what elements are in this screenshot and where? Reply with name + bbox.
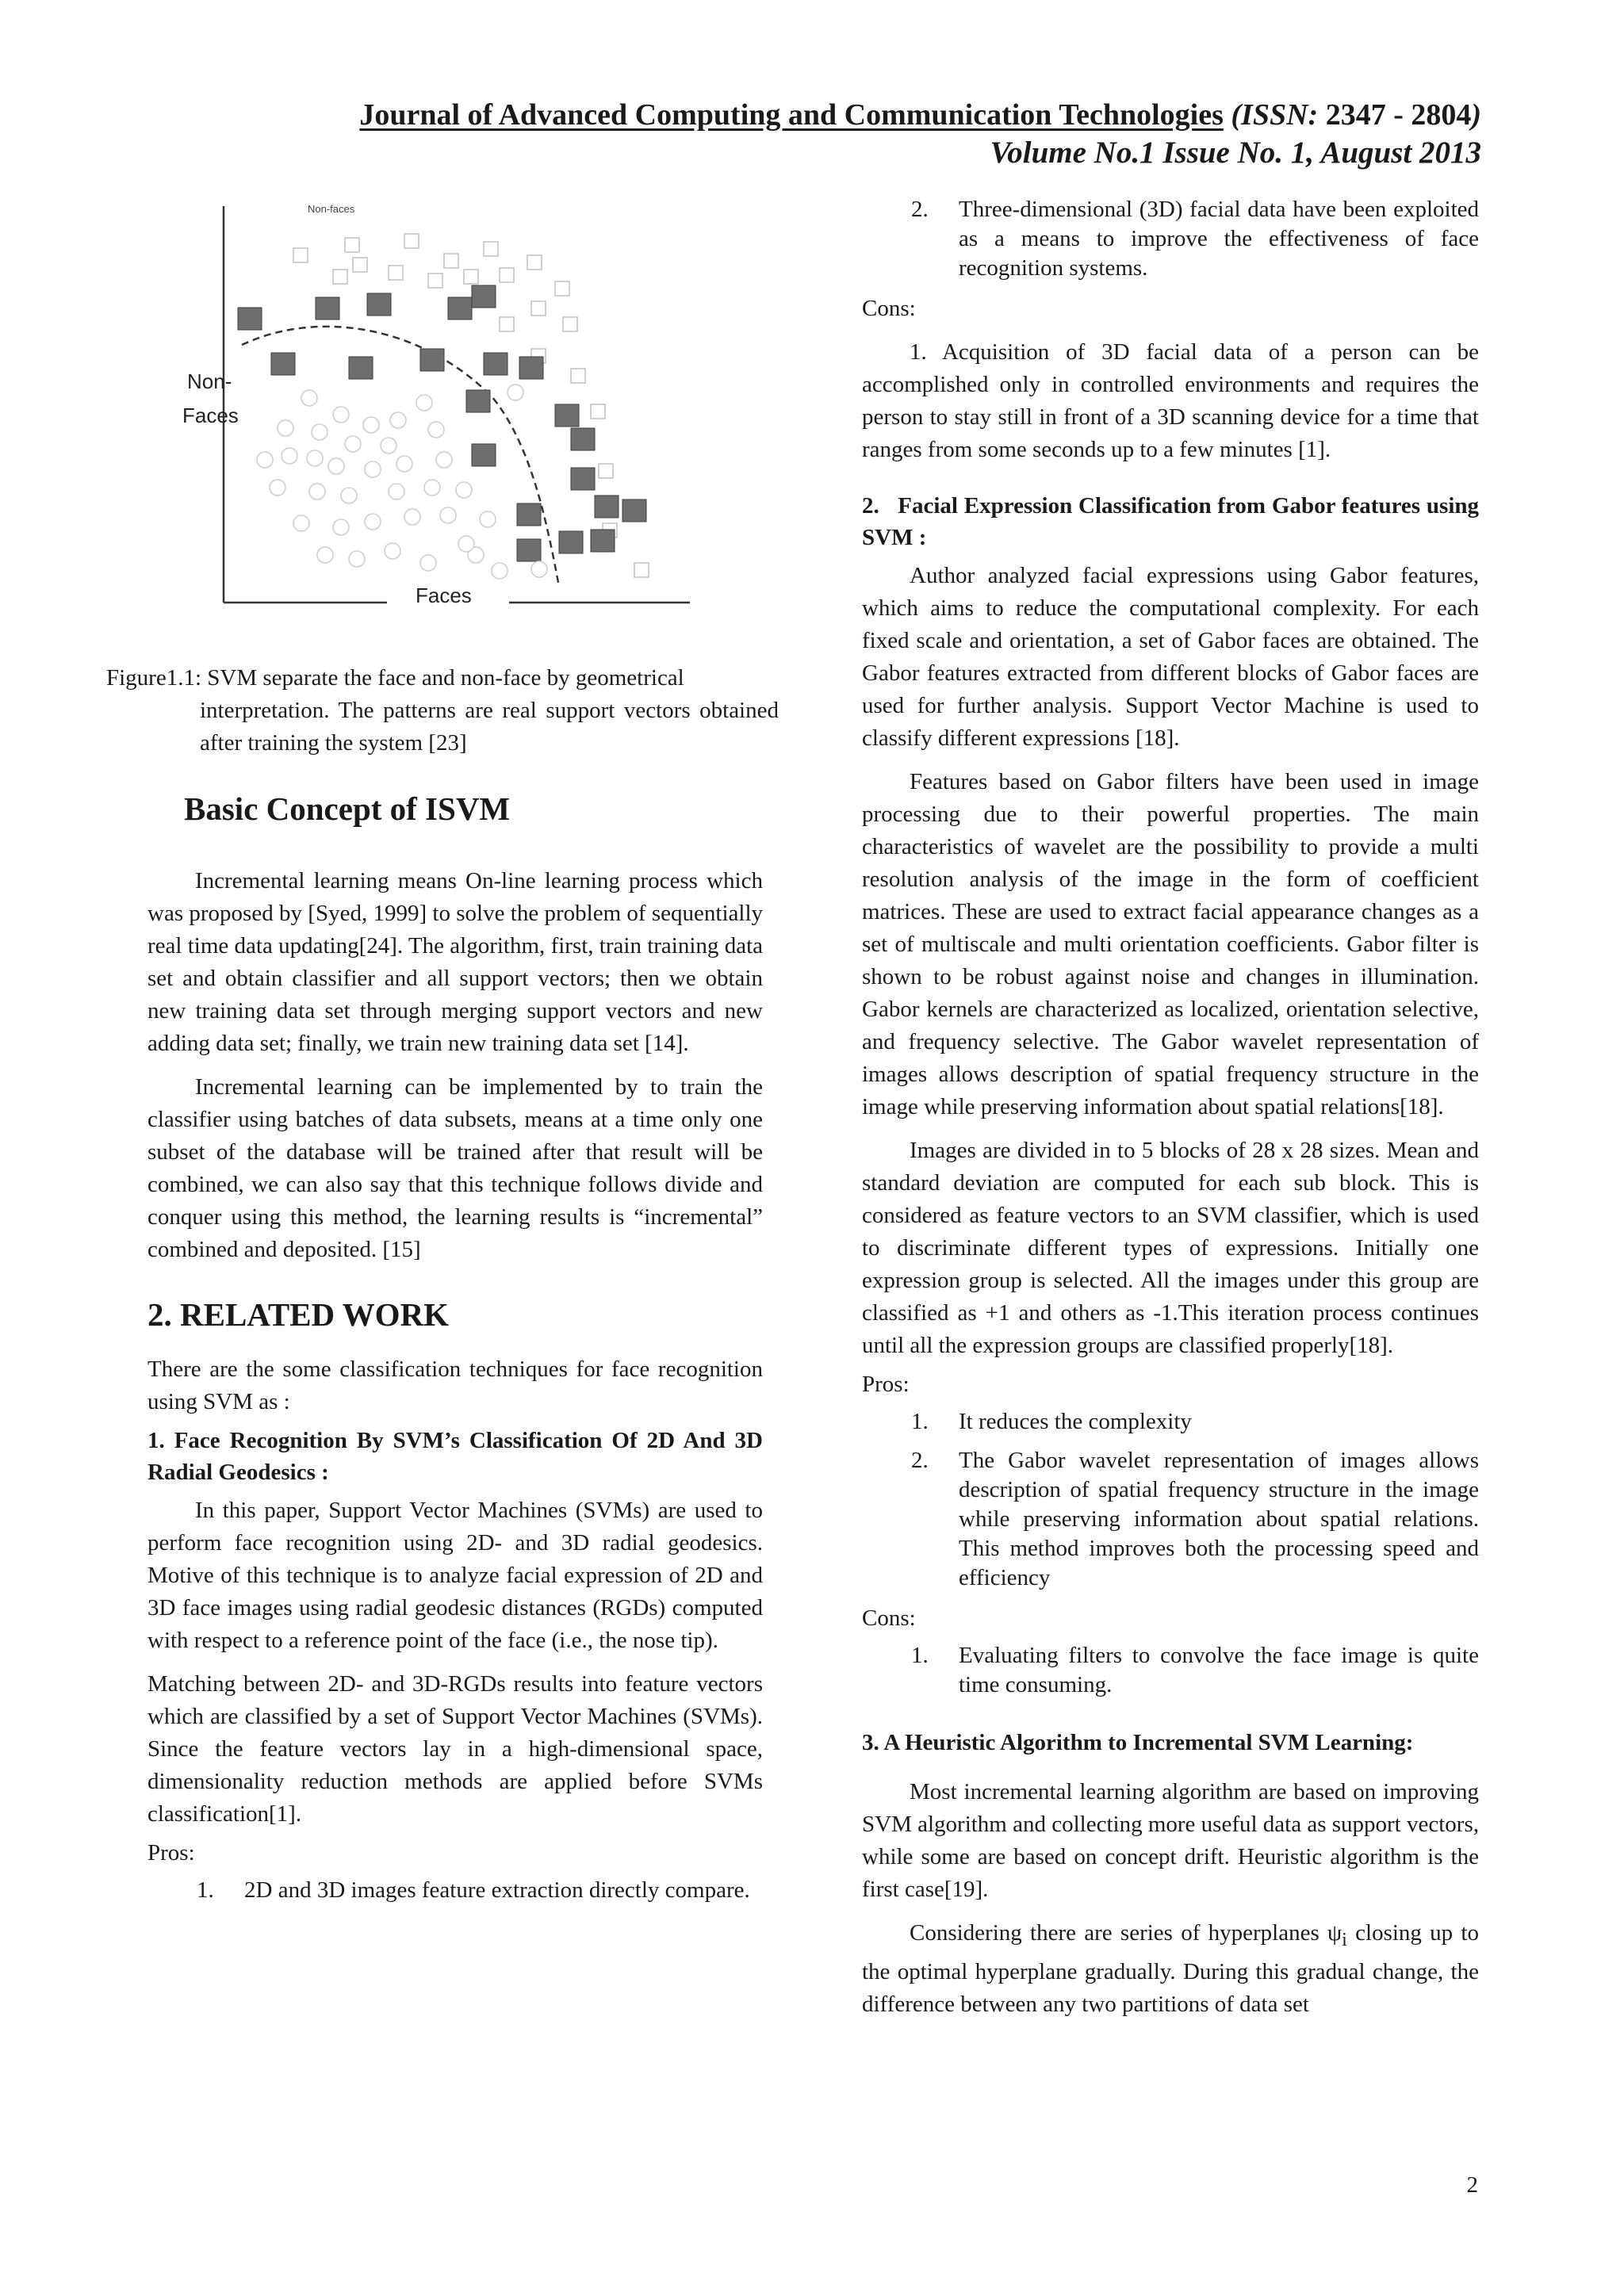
cons-label-2: Cons: [862, 1605, 916, 1631]
nonfaces-top-label: Non-faces [308, 203, 355, 215]
issn-close: ) [1471, 98, 1481, 132]
faces-bottom-label: Faces [416, 584, 472, 607]
issn-value: 2347 - 2804 [1318, 98, 1472, 132]
para-heuristic-1: Most incremental learning algorithm are based on improving SVM algorithm and collecting more useful data as support vectors, while some are based on concept drift. Heuristic algorithm is the first case[19]. [862, 1779, 1479, 1902]
list-item: 1. Evaluating filters to convolve the face image is quite time consuming. [911, 1643, 1479, 1697]
volume-line: Volume No.1 Issue No. 1, August 2013 [990, 136, 1481, 170]
issn-label: (ISSN: [1231, 98, 1319, 132]
nonfaces-left-label-1: Non- [187, 369, 232, 393]
para-incremental-2: Incremental learning can be implemented by to train the classifier using batches of data subsets, means at a time only one subset of the database will be trained after that result will be combined, we can also say that this technique follows divide and conquer using this method, the learning results is “incremental” combined and deposited. [15] [147, 1074, 763, 1262]
para-incremental-1: Incremental learning means On-line learning process which was proposed by [Syed, 1999] to solve the problem of sequentially real time data updating[24]. The algorithm, first, train training data set and obtain classifier and all support vectors; then we obtain new training data set through merging support vectors and new adding data set; finally, we train new training data set [14]. [147, 868, 763, 1056]
figure-caption [106, 662, 779, 760]
right-column [862, 195, 1479, 2021]
cons-label-1: Cons: [862, 296, 916, 321]
subsection-face-recognition: 1. Face Recognition By SVM’s Classification Of 2D And 3D Radial Geodesics : [147, 1428, 763, 1485]
list-item: 2. The Gabor wavelet representation of images allows description of spatial frequency structure in the image while preserving information about spatial relations. This method improves both the processing speed and efficiency [911, 1448, 1479, 1590]
journal-title: Journal of Advanced Computing and Communication Technologies [359, 98, 1224, 132]
list-item: 1. It reduces the complexity [911, 1409, 1192, 1434]
journal-title-line [359, 97, 1481, 133]
subsection-gabor: 2. Facial Expression Classification from Gabor features using SVM : [862, 493, 1480, 550]
cons-list-right [862, 1641, 1479, 1700]
caption-text: interpretation. The patterns are real support vectors obtained after training the system [23] [200, 698, 779, 756]
pros-label-right: Pros: [862, 1372, 910, 1397]
svm-figure [159, 190, 714, 610]
left-column [147, 789, 763, 1915]
cons-text-1: 1. Acquisition of 3D facial data of a person can be accomplished only in controlled environments and requires the person to stay still in front of a 3D scanning device for a time that ranges from some seconds up to a few minutes [1]. [862, 339, 1479, 462]
para-matching: Matching between 2D- and 3D-RGDs results into feature vectors which are classified by a set of Support Vector Machines (SVMs). Since the feature vectors lay in a high-dimensional space, dimensionality reduction methods are applied before SVMs classification[1]. [147, 1671, 763, 1827]
pros-label-left: Pros: [147, 1840, 195, 1866]
pros-list-left [147, 1876, 763, 1905]
para-heuristic-2: Considering there are series of hyperplanes $\psi_i$ closing up to the optimal hyperplane gradually. During this gradual change, the difference between any two partitions of data set [862, 1920, 1479, 2017]
page-number: 2 [1466, 2172, 1478, 2198]
caption-head: Figure1.1: SVM separate the face and non-face by geometrical [106, 665, 684, 691]
section-basic-concept: Basic Concept of ISVM [184, 790, 511, 827]
para-related-intro: There are the some classification techniques for face recognition using SVM as : [147, 1357, 763, 1414]
para-gabor-2: Features based on Gabor filters have been used in image processing due to their powerful properties. The main characteristics of wavelet are the possibility to provide a multi resolution analysis of the image in the form of coefficient matrices. These are used to extract facial appearance changes as a set of multiscale and multi orientation coefficients. Gabor filter is shown to be robust against noise and changes in illumination. Gabor kernels are characterized as localized, orientation selective, and frequency selective. The Gabor wavelet representation of images allows description of spatial frequency structure in the image while preserving information about spatial relations[18]. [862, 769, 1479, 1119]
section-related-work: 2. RELATED WORK [147, 1296, 450, 1333]
nonfaces-left-label-2: Faces [182, 404, 239, 427]
list-item: 2. Three-dimensional (3D) facial data have been exploited as a means to improve the effectiveness of face recognition systems. [911, 197, 1479, 281]
pros-list-right [862, 1407, 1479, 1593]
pros-list-top [862, 195, 1479, 283]
para-svm-radial: In this paper, Support Vector Machines (SVMs) are used to perform face recognition using 2D- and 3D radial geodesics. Motive of this technique is to analyze facial expression of 2D and 3D face images using radial geodesic distances (RGDs) computed with respect to a reference point of the face (i.e., the nose tip). [147, 1498, 763, 1653]
para-gabor-1: Author analyzed facial expressions using Gabor features, which aims to reduce the computational complexity. For each fixed scale and orientation, a set of Gabor faces are obtained. The Gabor features extracted from different blocks of Gabor faces are used for further analysis. Support Vector Machine is used to classify different expressions [18]. [862, 563, 1479, 751]
para-gabor-3: Images are divided in to 5 blocks of 28 x 28 sizes. Mean and standard deviation are computed for each sub block. This is considered as feature vectors to an SVM classifier, which is used to discriminate different types of expressions. Initially one expression group is selected. All the images under this group are classified as +1 and others as -1.This iteration process continues until all the expression groups are classified properly[18]. [862, 1138, 1479, 1358]
list-item: 1. 2D and 3D images feature extraction directly compare. [197, 1877, 750, 1903]
subsection-heuristic: 3. A Heuristic Algorithm to Incremental SVM Learning: [862, 1730, 1414, 1755]
journal-header [359, 97, 1481, 173]
